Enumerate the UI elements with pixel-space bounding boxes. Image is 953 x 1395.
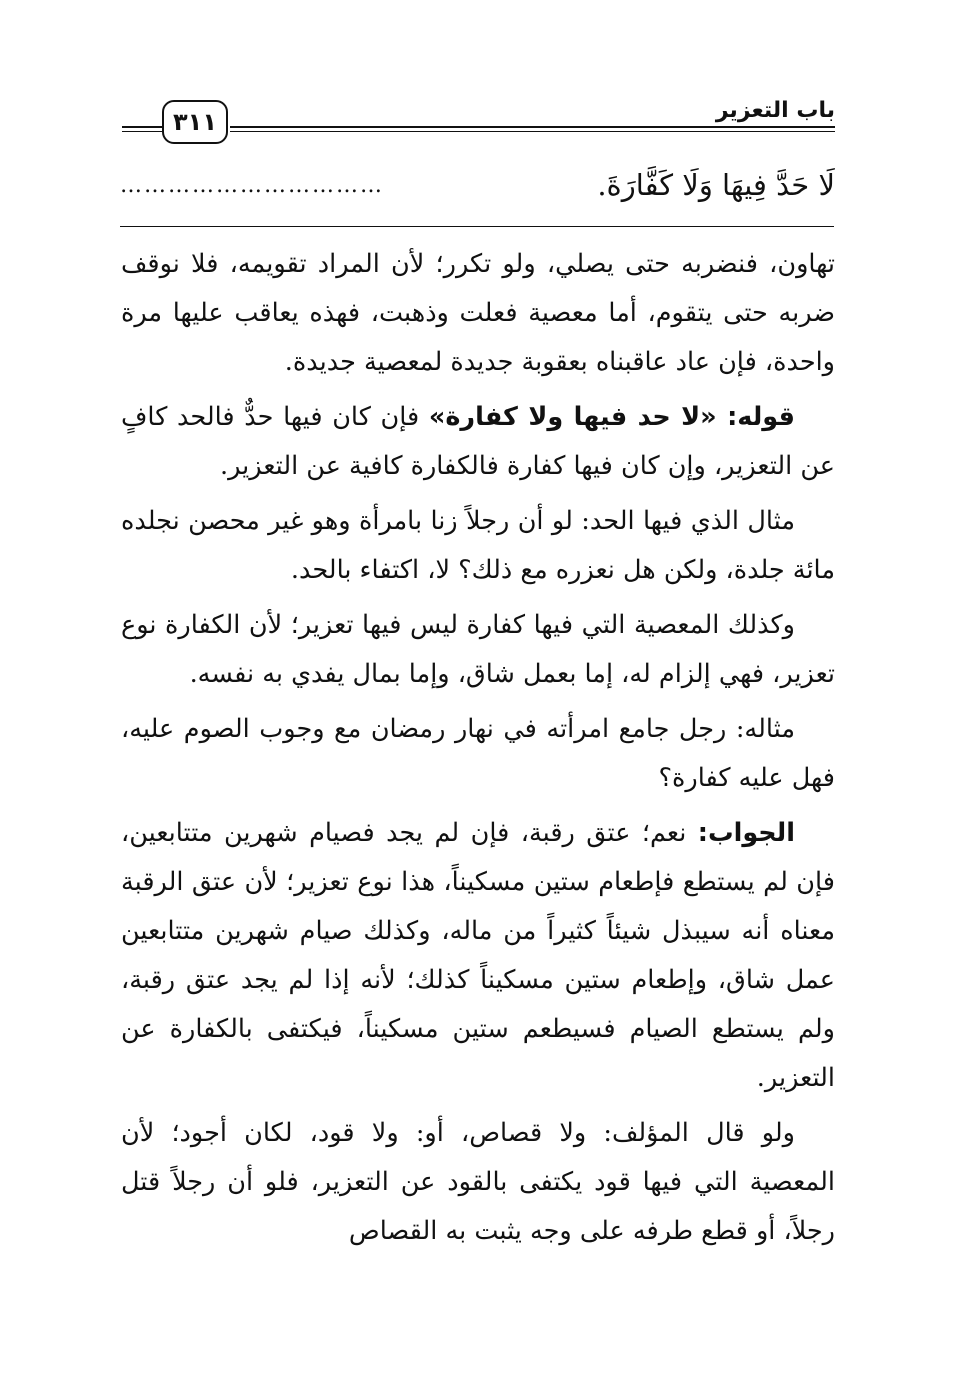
matn-divider bbox=[120, 226, 834, 227]
paragraph-text: وكذلك المعصية التي فيها كفارة ليس فيها تعزير؛ لأن الكفارة نوع تعزير، فهي إلزام له، إما بعمل شاق، وإما بمال يفدي به نفسه. bbox=[121, 610, 835, 689]
header-rule bbox=[230, 126, 835, 128]
header-rule bbox=[122, 126, 162, 128]
matn-line bbox=[120, 160, 835, 210]
paragraph-text: فإن كان فيها حدٌّ فالحد كافٍ عن التعزير، وإن كان فيها كفارة فالكفارة كافية عن التعزير. bbox=[121, 402, 835, 481]
matn-dots: …………………………… bbox=[120, 172, 384, 198]
paragraph bbox=[121, 1109, 835, 1256]
paragraph bbox=[121, 240, 835, 387]
paragraph-lead: قوله: «لا حد فيها ولا كفارة» bbox=[428, 402, 795, 432]
paragraph bbox=[121, 393, 835, 491]
paragraph-text: تهاون، فنضربه حتى يصلي، ولو تكرر؛ لأن المراد تقويمه، فلا نوقف ضربه حتى يتقوم، أما معصية فعلت وذهبت، فهذه يعاقب عليها مرة واحدة، فإن عاد عاقبناه بعقوبة جديدة لمعصية جديدة. bbox=[121, 249, 835, 377]
page-number-frame bbox=[162, 100, 228, 144]
paragraph-lead: الجواب: bbox=[697, 818, 795, 848]
paragraph-text: نعم؛ عتق رقبة، فإن لم يجد فصيام شهرين متتابعين، فإن لم يستطع فإطعام ستين مسكيناً، هذا نوع تعزير؛ لأن عتق الرقبة معناه أنه سيبذل شيئاً كثيراً من ماله، وكذلك صيام شهرين متتابعين عمل شاق، وإطعام ستين مسكيناً كذلك؛ لأنه إذا لم يجد عتق رقبة، ولم يستطع الصيام فسيطعم ستين مسكيناً، فيكتفى بالكفارة عن التعزير. bbox=[121, 818, 835, 1093]
paragraph bbox=[121, 809, 835, 1103]
running-title: باب التعزير bbox=[715, 98, 835, 123]
paragraph-text: ولو قال المؤلف: ولا قصاص، أو: ولا قود، لكان أجود؛ لأن المعصية التي فيها قود يكتفى بالقود عن التعزير، فلو أن رجلاً قتل رجلاً، أو قطع طرفه على وجه يثبت به القصاص bbox=[121, 1118, 835, 1246]
header-rule bbox=[230, 131, 835, 132]
paragraph bbox=[121, 601, 835, 699]
paragraph bbox=[121, 705, 835, 803]
matn-text: لَا حَدَّ فِيهَا وَلَا كَفَّارَةَ. bbox=[597, 168, 835, 202]
page-number: ٣١١ bbox=[173, 108, 217, 136]
paragraph-text: مثال الذي فيها الحد: لو أن رجلاً زنا بامرأة وهو غير محصن نجلده مائة جلدة، ولكن هل نعزره مع ذلك؟ لا، اكتفاء بالحد. bbox=[121, 506, 835, 585]
header-rule bbox=[122, 131, 162, 132]
paragraph bbox=[121, 497, 835, 595]
commentary-body bbox=[121, 240, 835, 1262]
paragraph-text: مثاله: رجل جامع امرأته في نهار رمضان مع وجوب الصوم عليه، فهل عليه كفارة؟ bbox=[121, 714, 835, 793]
